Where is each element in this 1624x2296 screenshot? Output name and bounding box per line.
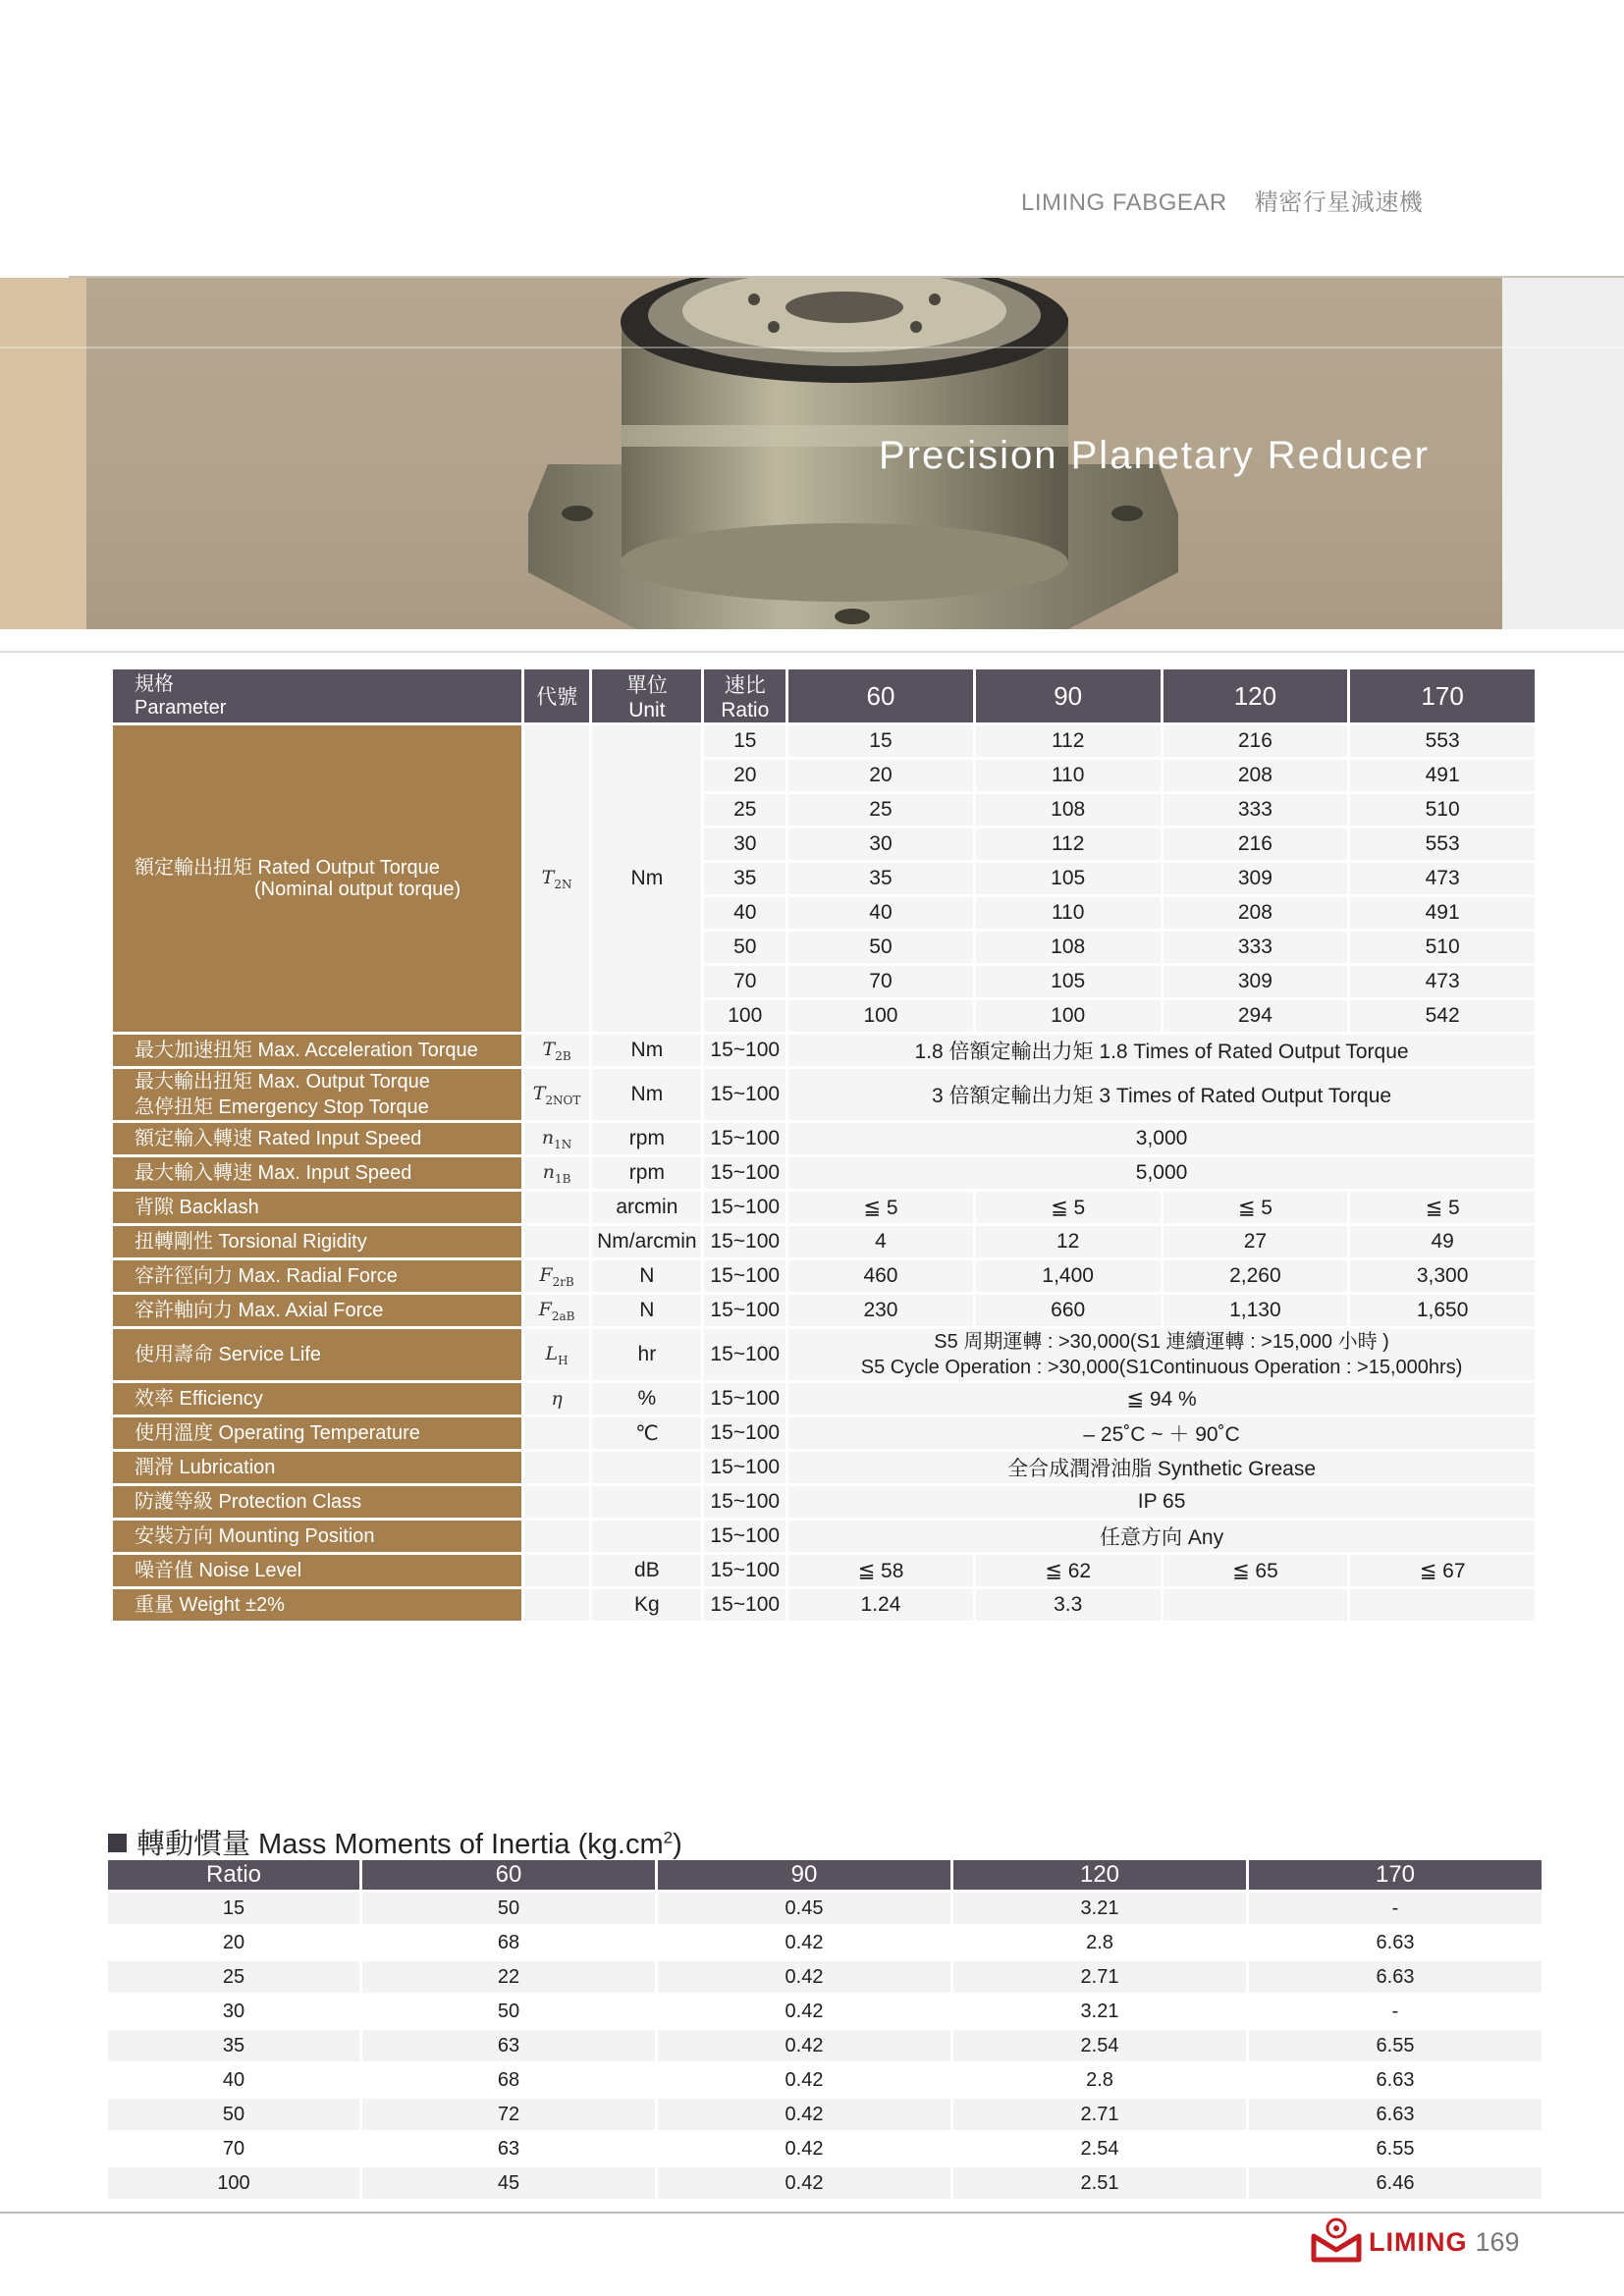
inertia-ratio-cell: 15	[108, 1893, 359, 1924]
spec-row-torsional-rigidity: 扭轉剛性 Torsional Rigidity Nm/arcmin 15~100 4 12 27 49	[113, 1226, 1535, 1257]
table-row: 30 30 112 216 553	[113, 828, 1535, 860]
inertia-value-cell: 0.45	[658, 1893, 950, 1924]
spec-row-mounting-position: 安裝方向 Mounting Position 15~100 任意方向 Any	[113, 1521, 1535, 1552]
inertia-header-row	[108, 1860, 1542, 1890]
table-row: 100 100 100 294 542	[113, 1000, 1535, 1032]
inertia-value-cell: 6.46	[1249, 2167, 1542, 2199]
spec-row-max-output-torque: 最大輸出扭矩 Max. Output Torque 急停扭矩 Emergency Stop Torque $T_{2NOT}$ Nm 15~100 3 倍額定輸出力矩 3 Times of Rated Output Torque	[113, 1069, 1535, 1120]
inertia-value-cell: 6.63	[1249, 2064, 1542, 2096]
inertia-value-cell: 6.63	[1249, 2099, 1542, 2130]
inertia-table-row	[108, 2064, 1542, 2096]
inertia-value-cell: 2.54	[953, 2133, 1246, 2164]
inertia-value-cell: 2.71	[953, 2099, 1246, 2130]
inertia-ratio-cell: 25	[108, 1961, 359, 1993]
inertia-value-cell: 3.21	[953, 1893, 1246, 1924]
inertia-header-90: 90	[658, 1860, 950, 1890]
inertia-value-cell: 68	[362, 2064, 655, 2096]
footer	[1310, 2216, 1520, 2271]
inertia-value-cell: 3.21	[953, 1996, 1246, 2027]
brand-name-en: LIMING FABGEAR	[1021, 189, 1227, 216]
inertia-table-row	[108, 2133, 1542, 2164]
table-row: 20 20 110 208 491	[113, 760, 1535, 791]
specification-table	[110, 667, 1538, 1624]
inertia-header-120: 120	[953, 1860, 1246, 1890]
inertia-ratio-cell: 30	[108, 1996, 359, 2027]
inertia-value-cell: 50	[362, 1996, 655, 2027]
inertia-value-cell: -	[1249, 1893, 1542, 1924]
spec-row-lubrication: 潤滑 Lubrication 15~100 全合成潤滑油脂 Synthetic Grease	[113, 1452, 1535, 1483]
inertia-value-cell: 6.55	[1249, 2133, 1542, 2164]
inertia-table	[105, 1857, 1544, 2202]
header-size-90: 90	[976, 669, 1161, 722]
liming-logo-icon	[1310, 2216, 1363, 2269]
spec-row-efficiency: 效率 Efficiency η % 15~100 ≦ 94 %	[113, 1383, 1535, 1415]
inertia-value-cell: 6.63	[1249, 1927, 1542, 1958]
inertia-value-cell: 63	[362, 2030, 655, 2061]
inertia-table-row	[108, 2167, 1542, 2199]
header-code: 代號	[524, 669, 590, 722]
inertia-value-cell: 0.42	[658, 2030, 950, 2061]
section-divider	[0, 651, 1624, 653]
spec-row-operating-temperature: 使用溫度 Operating Temperature ℃ 15~100 – 25˚C ~ ＋ 90˚C	[113, 1417, 1535, 1449]
square-bullet-icon	[108, 1834, 127, 1852]
rated-torque-symbol: $T_{2N}$	[524, 725, 590, 1032]
inertia-value-cell: 0.42	[658, 1996, 950, 2027]
inertia-value-cell: 63	[362, 2133, 655, 2164]
inertia-table-row	[108, 2099, 1542, 2130]
header-size-120: 120	[1164, 669, 1348, 722]
inertia-value-cell: 6.63	[1249, 1961, 1542, 1993]
table-row: 35 35 105 309 473	[113, 863, 1535, 894]
spec-row-acceleration-torque: 最大加速扭矩 Max. Acceleration Torque $T_{2B}$ Nm 15~100 1.8 倍額定輸出力矩 1.8 Times of Rated Output Torque	[113, 1035, 1535, 1066]
spec-row-noise-level: 噪音值 Noise Level dB 15~100 ≦ 58 ≦ 62 ≦ 65 ≦ 67	[113, 1555, 1535, 1586]
inertia-ratio-cell: 40	[108, 2064, 359, 2096]
spec-row-backlash: 背隙 Backlash arcmin 15~100 ≦ 5 ≦ 5 ≦ 5 ≦ 5	[113, 1192, 1535, 1223]
brand-header	[1021, 183, 1450, 217]
inertia-value-cell: 2.54	[953, 2030, 1246, 2061]
inertia-value-cell: 0.42	[658, 1961, 950, 1993]
inertia-value-cell: 6.55	[1249, 2030, 1542, 2061]
header-parameter: 規格 Parameter	[113, 669, 521, 722]
page-number: 169	[1475, 2227, 1520, 2257]
spec-row-rated-input-speed: 額定輸入轉速 Rated Input Speed $n_{1N}$ rpm 15~100 3,000	[113, 1123, 1535, 1154]
inertia-value-cell: 2.51	[953, 2167, 1246, 2199]
inertia-value-cell: 0.42	[658, 2064, 950, 2096]
table-row: 70 70 105 309 473	[113, 966, 1535, 997]
table-row: 50 50 108 333 510	[113, 932, 1535, 963]
inertia-value-cell: 22	[362, 1961, 655, 1993]
spec-row-weight: 重量 Weight ±2% Kg 15~100 1.24 3.3	[113, 1589, 1535, 1621]
rated-torque-label: 額定輸出扭矩 Rated Output Torque (Nominal output torque)	[113, 725, 521, 1032]
inertia-header-60: 60	[362, 1860, 655, 1890]
inertia-value-cell: 0.42	[658, 2133, 950, 2164]
header-size-170: 170	[1350, 669, 1535, 722]
table-row: 25 25 108 333 510	[113, 794, 1535, 826]
inertia-value-cell: 72	[362, 2099, 655, 2130]
banner-title: Precision Planetary Reducer	[879, 434, 1430, 477]
inertia-value-cell: 45	[362, 2167, 655, 2199]
inertia-table-row	[108, 1927, 1542, 1958]
spec-row-protection-class: 防護等級 Protection Class 15~100 IP 65	[113, 1486, 1535, 1518]
inertia-table-row	[108, 2030, 1542, 2061]
logo-text: LIMING	[1369, 2227, 1468, 2257]
inertia-ratio-cell: 100	[108, 2167, 359, 2199]
spec-row-radial-force: 容許徑向力 Max. Radial Force $F_{2rB}$ N 15~100 460 1,400 2,260 3,300	[113, 1260, 1535, 1292]
spec-row-max-input-speed: 最大輸入轉速 Max. Input Speed $n_{1B}$ rpm 15~100 5,000	[113, 1157, 1535, 1189]
table-row: 額定輸出扭矩 Rated Output Torque (Nominal output torque) $T_{2N}$ Nm 15 15 112 216 553	[113, 725, 1535, 757]
table-row: 40 40 110 208 491	[113, 897, 1535, 929]
footer-divider	[0, 2212, 1624, 2214]
inertia-value-cell: 2.8	[953, 2064, 1246, 2096]
inertia-ratio-cell: 20	[108, 1927, 359, 1958]
header-unit: 單位 Unit	[592, 669, 701, 722]
inertia-header-ratio: Ratio	[108, 1860, 359, 1890]
header-size-60: 60	[788, 669, 973, 722]
spec-header-row	[113, 669, 1535, 722]
inertia-value-cell: 68	[362, 1927, 655, 1958]
inertia-table-row	[108, 1996, 1542, 2027]
inertia-ratio-cell: 50	[108, 2099, 359, 2130]
inertia-ratio-cell: 70	[108, 2133, 359, 2164]
inertia-section-title: 轉動慣量 Mass Moments of Inertia $(kg.cm^2)$	[108, 1822, 682, 1862]
inertia-value-cell: 2.8	[953, 1927, 1246, 1958]
inertia-value-cell: 0.42	[658, 2099, 950, 2130]
rated-torque-unit: Nm	[592, 725, 701, 1032]
brand-name-zh: 精密行星減速機	[1254, 189, 1424, 216]
spec-row-axial-force: 容許軸向力 Max. Axial Force $F_{2aB}$ N 15~100 230 660 1,130 1,650	[113, 1295, 1535, 1326]
inertia-value-cell: 2.71	[953, 1961, 1246, 1993]
inertia-value-cell: 50	[362, 1893, 655, 1924]
inertia-header-170: 170	[1249, 1860, 1542, 1890]
inertia-value-cell: 0.42	[658, 2167, 950, 2199]
inertia-value-cell: -	[1249, 1996, 1542, 2027]
spec-row-service-life: 使用壽命 Service Life $L_H$ hr 15~100 S5 周期運轉 : >30,000(S1 連續運轉 : >15,000 小時 ) S5 Cycle Operation : >30,000(S1Continuous Operation : >15,000hrs)	[113, 1329, 1535, 1380]
inertia-table-row	[108, 1893, 1542, 1924]
header-ratio: 速比 Ratio	[704, 669, 785, 722]
inertia-value-cell: 0.42	[658, 1927, 950, 1958]
inertia-ratio-cell: 35	[108, 2030, 359, 2061]
inertia-table-row	[108, 1961, 1542, 1993]
